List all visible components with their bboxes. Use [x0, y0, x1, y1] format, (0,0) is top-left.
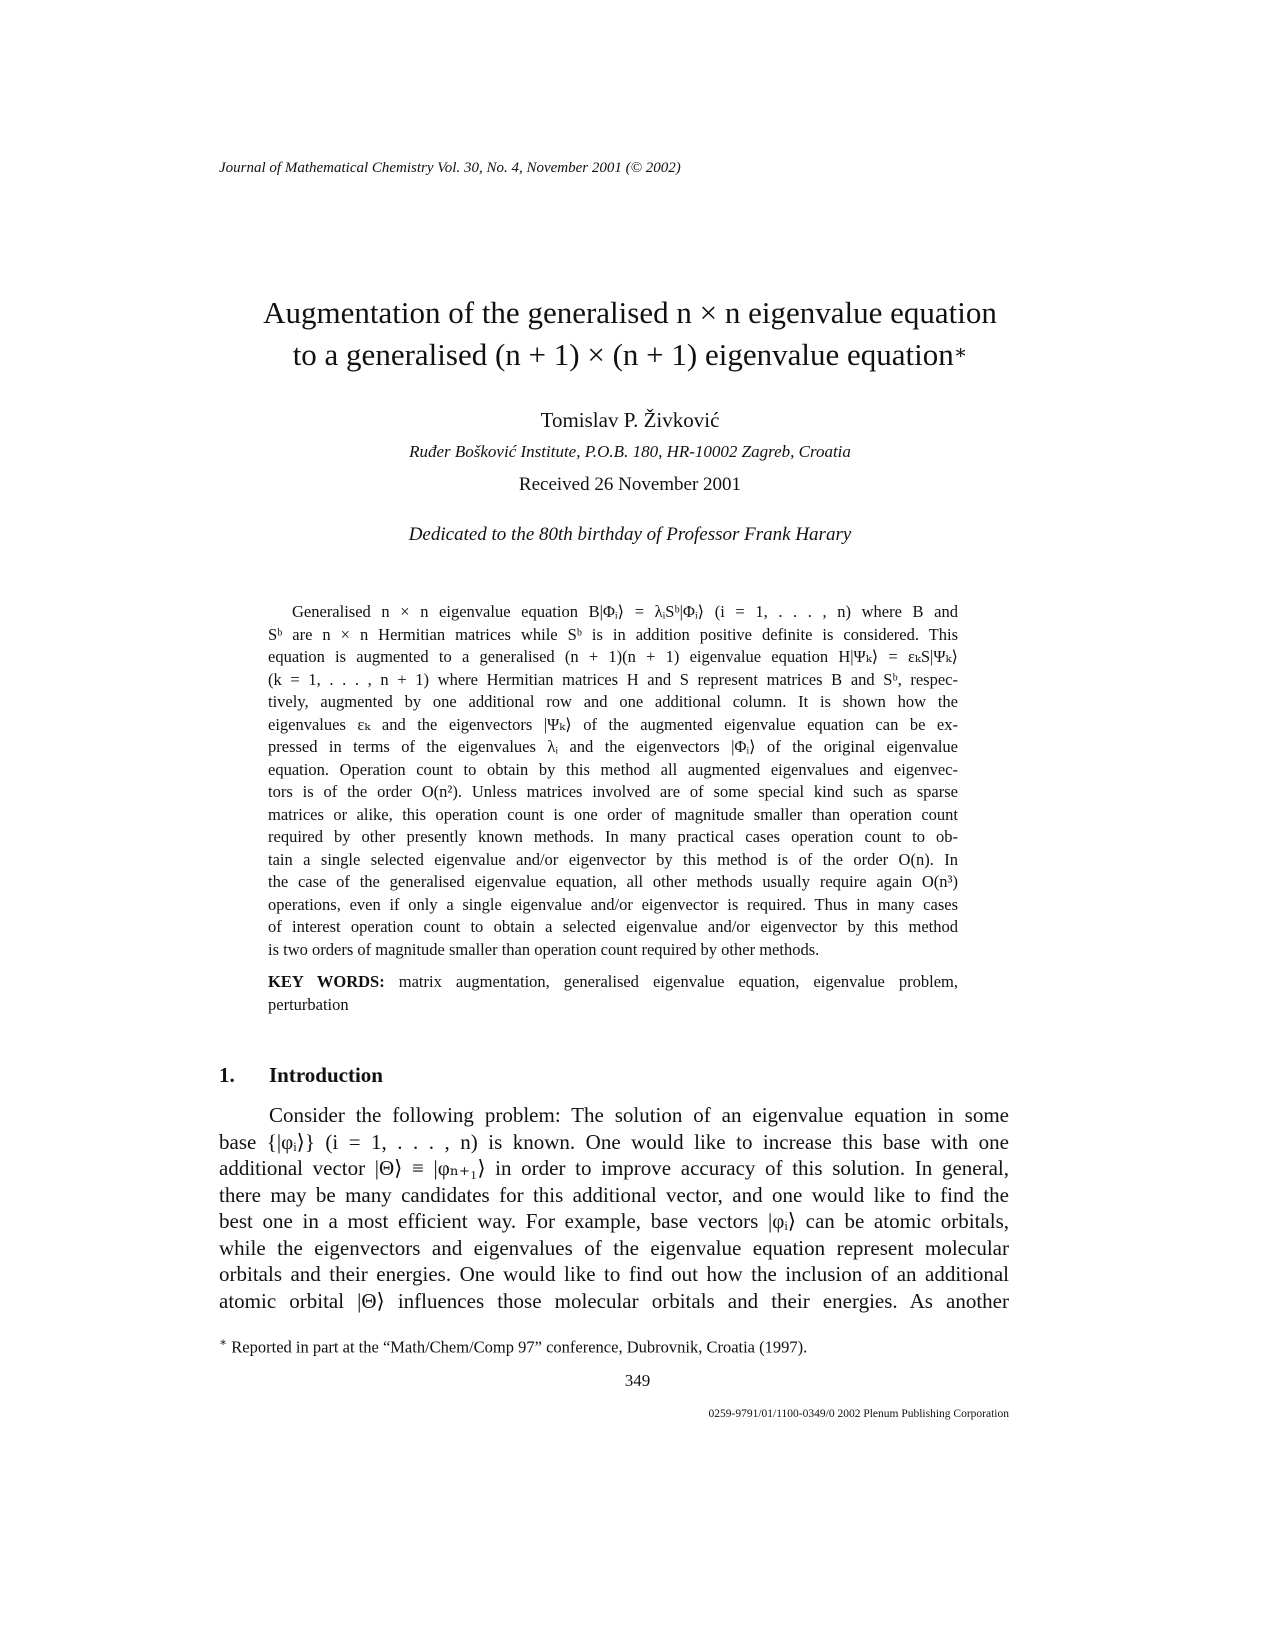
- abstract-line: required by other presently known methods. In many practical cases operation count to ob-: [268, 827, 958, 846]
- abstract-line: tors is of the order O(n²). Unless matrices involved are of some special kind such as sparse: [268, 782, 958, 801]
- journal-citation: Journal of Mathematical Chemistry Vol. 30, No. 4, November 2001 (© 2002): [219, 160, 681, 176]
- body-line: best one in a most efficient way. For example, base vectors |φᵢ⟩ can be atomic orbitals,: [219, 1209, 1009, 1233]
- abstract-line: is two orders of magnitude smaller than operation count required by other methods.: [268, 939, 820, 959]
- keywords: [268, 971, 958, 1016]
- body-line: base {|φᵢ⟩} (i = 1, . . . , n) is known. One would like to increase this base with one: [219, 1129, 1009, 1154]
- footnote: [219, 1335, 807, 1358]
- dedication: Dedicated to the 80th birthday of Professor Frank Harary: [408, 524, 852, 545]
- abstract-line: tively, augmented by one additional row and one additional column. It is shown how the: [268, 692, 958, 711]
- title-line-1: Augmentation of the generalised n × n eigenvalue equation: [263, 295, 997, 330]
- abstract-line: Sᵇ are n × n Hermitian matrices while Sᵇ is in addition positive definite is considered. This: [268, 624, 958, 644]
- abstract-line: operations, even if only a single eigenvalue and/or eigenvector is required. Thus in many cases: [268, 894, 958, 914]
- keywords-line-2: perturbation: [268, 994, 349, 1014]
- body-line: while the eigenvectors and eigenvalues of the eigenvalue equation represent molecular: [219, 1235, 1009, 1260]
- paper-title: [160, 292, 1100, 380]
- author-name: Tomislav P. Živković: [540, 408, 720, 432]
- page-number: 349: [624, 1371, 651, 1390]
- abstract-line: pressed in terms of the eigenvalues λᵢ and the eigenvectors |Φᵢ⟩ of the original eigenvalue: [268, 737, 958, 756]
- abstract-line: (k = 1, . . . , n + 1) where Hermitian matrices H and S represent matrices B and Sᵇ, respec-: [268, 669, 958, 689]
- section-title: Introduction: [269, 1063, 383, 1087]
- title-footnote-mark: ∗: [953, 342, 968, 364]
- footnote-mark: ∗: [219, 1335, 228, 1349]
- body-line: there may be many candidates for this additional vector, and one would like to find the: [219, 1182, 1009, 1207]
- abstract-line: tain a single selected eigenvalue and/or eigenvector by this method is of the order O(n). In: [268, 849, 958, 869]
- keywords-line-1: [268, 971, 958, 994]
- keywords-text: matrix augmentation, generalised eigenvalue equation, eigenvalue problem,: [398, 972, 959, 991]
- abstract-line: equation. Operation count to obtain by this method all augmented eigenvalues and eigenvec-: [268, 759, 958, 779]
- keywords-label: KEY WORDS:: [268, 972, 385, 991]
- section-number: 1.: [219, 1063, 235, 1087]
- abstract-line: matrices or alike, this operation count is one order of magnitude smaller than operation count: [268, 804, 958, 824]
- body-line: orbitals and their energies. One would like to find out how the inclusion of an additional: [219, 1262, 1009, 1286]
- abstract-line: eigenvalues εₖ and the eigenvectors |Ψₖ⟩ of the augmented eigenvalue equation can be ex-: [268, 714, 958, 734]
- abstract-line: equation is augmented to a generalised (n + 1)(n + 1) eigenvalue equation H|Ψₖ⟩ = εₖS|Ψₖ⟩: [268, 647, 958, 666]
- received-date: Received 26 November 2001: [518, 474, 742, 495]
- section-heading: [219, 1063, 383, 1088]
- author-affiliation: Ruđer Bošković Institute, P.O.B. 180, HR-10002 Zagreb, Croatia: [409, 442, 851, 461]
- body-line: additional vector |Θ⟩ ≡ |φₙ₊₁⟩ in order to improve accuracy of this solution. In general,: [219, 1156, 1009, 1180]
- publisher-line: 0259-9791/01/1100-0349/0 2002 Plenum Publishing Corporation: [708, 1408, 1009, 1420]
- abstract: [268, 601, 958, 961]
- introduction-text: [219, 1102, 1009, 1314]
- body-line: atomic orbital |Θ⟩ influences those molecular orbitals and their energies. As another: [219, 1288, 1009, 1313]
- abstract-line: the case of the generalised eigenvalue equation, all other methods usually require again O(n³): [268, 872, 958, 891]
- abstract-line: Generalised n × n eigenvalue equation B|Φᵢ⟩ = λᵢSᵇ|Φᵢ⟩ (i = 1, . . . , n) where B and: [292, 602, 958, 621]
- footnote-text: Reported in part at the “Math/Chem/Comp 97” conference, Dubrovnik, Croatia (1997).: [231, 1337, 808, 1357]
- body-line: Consider the following problem: The solution of an eigenvalue equation in some: [269, 1103, 1009, 1127]
- title-line-2-text: to a generalised (n + 1) × (n + 1) eigenvalue equation: [292, 337, 954, 372]
- abstract-line: of interest operation count to obtain a selected eigenvalue and/or eigenvector by this method: [268, 917, 958, 936]
- title-line-2: [160, 334, 1100, 380]
